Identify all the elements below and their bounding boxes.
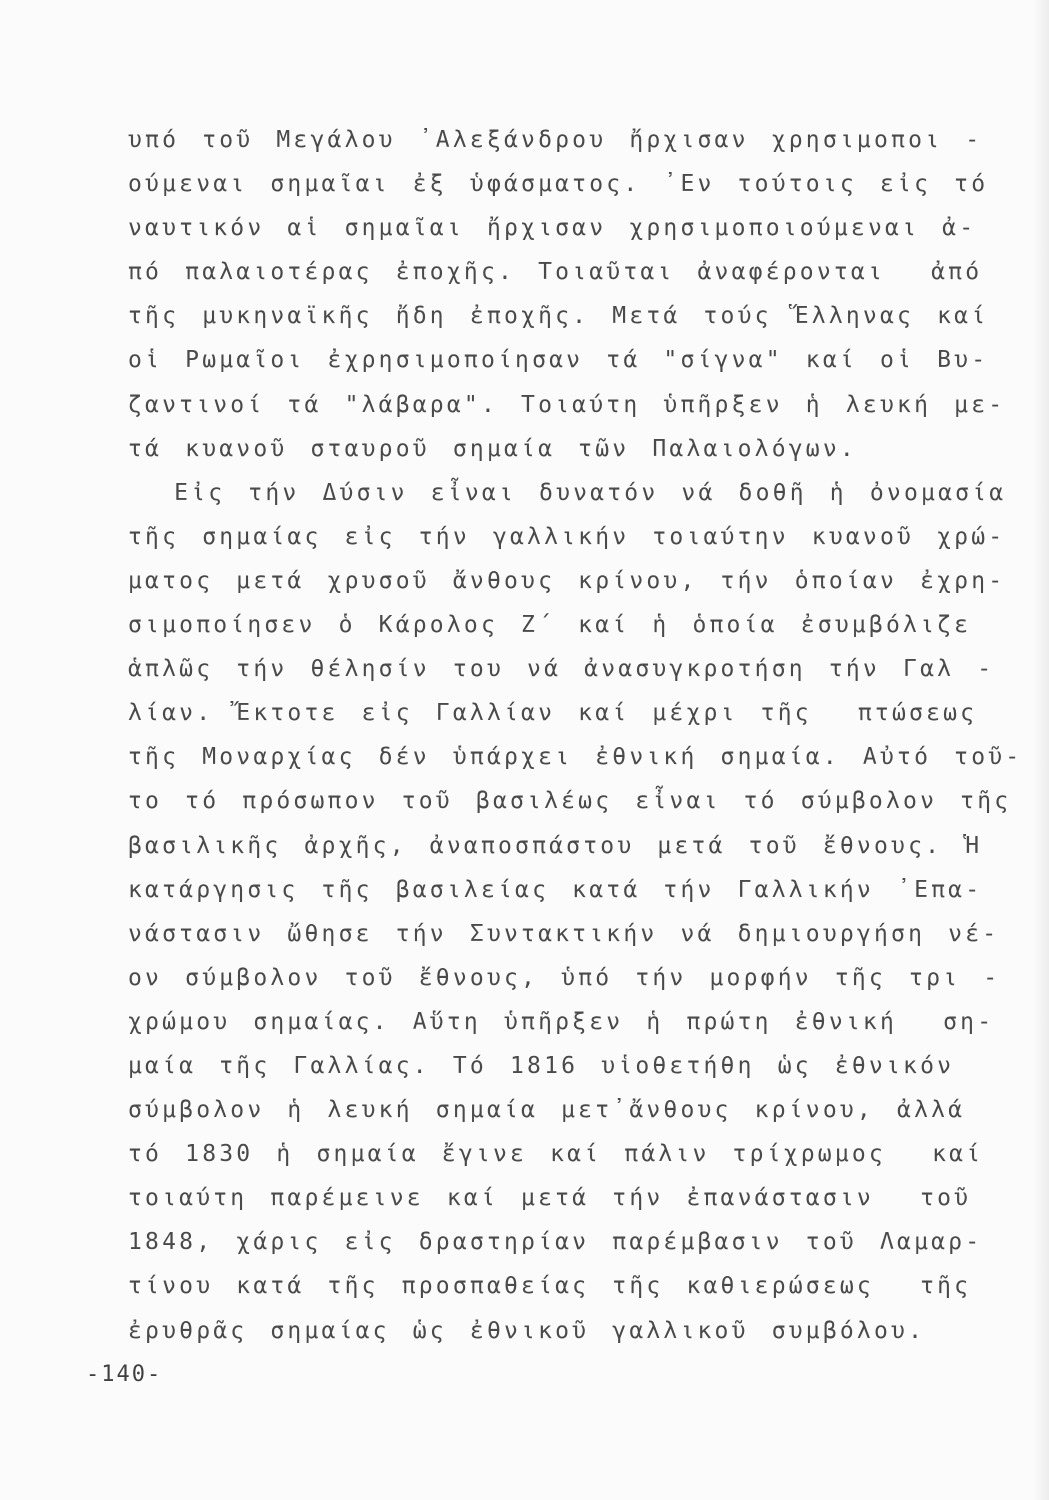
text-line: σύμβολον ἡ λευκή σημαία μετ᾿ἄνθους κρίνου, ἀλλά xyxy=(128,1097,966,1124)
text-line: τοιαύτη παρέμεινε καί μετά τήν ἐπανάστασιν τοῦ xyxy=(128,1185,972,1212)
page-edge-shadow xyxy=(1033,0,1049,1500)
text-line: σιμοποίησεν ὁ Κάρολος Ζ΄ καί ἡ ὁποία ἐσυμβόλιζε xyxy=(128,612,972,639)
text-line: νάστασιν ὤθησε τήν Συντακτικήν νά δημιουργήση νέ- xyxy=(128,920,1000,947)
text-line: κατάργησις τῆς βασιλείας κατά τήν Γαλλικήν ᾿Επα- xyxy=(128,876,983,903)
text-line: τῆς Μοναρχίας δέν ὑπάρχει ἐθνική σημαία. Αὐτό τοῦ- xyxy=(128,744,1023,771)
page-number: -140- xyxy=(86,1362,163,1387)
text-line: Εἰς τήν Δύσιν εἶναι δυνατόν νά δοθῆ ἡ ὀνομασία xyxy=(128,479,1007,506)
text-line: λίαν. Ἔκτοτε εἰς Γαλλίαν καί μέχρι τῆς πτώσεως xyxy=(128,700,978,727)
text-line: ἁπλῶς τήν θέλησίν του νά ἀνασυγκροτήση τήν Γαλ - xyxy=(128,656,995,683)
text-line: χρώμου σημαίας. Αὕτη ὑπῆρξεν ἡ πρώτη ἐθνική ση- xyxy=(128,1008,995,1035)
body-text xyxy=(128,118,1023,1353)
text-line: πό παλαιοτέρας ἐποχῆς. Τοιαῦται ἀναφέρονται ἀπό xyxy=(128,259,983,286)
text-line: ον σύμβολον τοῦ ἔθνους, ὑπό τήν μορφήν τῆς τρι - xyxy=(128,964,1001,991)
text-line: ζαντινοί τά "λάβαρα". Τοιαύτη ὑπῆρξεν ἡ λευκή με- xyxy=(128,391,1006,418)
text-line: 1848, χάρις εἰς δραστηρίαν παρέμβασιν τοῦ Λαμαρ- xyxy=(128,1229,983,1256)
text-line: ούμεναι σημαῖαι ἐξ ὑφάσματος. ᾿Εν τούτοις εἰς τό xyxy=(128,171,989,198)
text-line: υπό τοῦ Μεγάλου ᾿Αλεξάνδρου ἤρχισαν χρησιμοποι - xyxy=(128,127,983,153)
text-line: το τό πρόσωπον τοῦ βασιλέως εἶναι τό σύμβολον τῆς xyxy=(128,788,1012,815)
text-line: οἱ Ρωμαῖοι ἐχρησιμοποίησαν τά "σίγνα" καί οἱ Βυ- xyxy=(128,347,989,374)
text-line: τῆς σημαίας εἰς τήν γαλλικήν τοιαύτην κυανοῦ χρώ- xyxy=(128,523,1006,550)
text-line: ναυτικόν αἱ σημαῖαι ἤρχισαν χρησιμοποιούμεναι ἀ- xyxy=(128,215,977,242)
text-line: μαία τῆς Γαλλίας. Τό 1816 υἱοθετήθη ὡς ἐθνικόν xyxy=(128,1052,955,1079)
text-line: ματος μετά χρυσοῦ ἄνθους κρίνου, τήν ὁποίαν ἐχρη- xyxy=(128,567,1006,594)
text-line: τό 1830 ἡ σημαία ἔγινε καί πάλιν τρίχρωμος καί xyxy=(128,1141,984,1168)
text-line: τά κυανοῦ σταυροῦ σημαία τῶν Παλαιολόγων. xyxy=(128,435,857,462)
text-line: τῆς μυκηναϊκῆς ἤδη ἐποχῆς. Μετά τούς Ἕλληνας καί xyxy=(128,303,989,330)
text-line: βασιλικῆς ἀρχῆς, ἀναποσπάστου μετά τοῦ ἔθνους. Ἡ xyxy=(128,832,983,859)
text-line: ἐρυθρᾶς σημαίας ὡς ἐθνικοῦ γαλλικοῦ συμβόλου. xyxy=(128,1317,926,1344)
text-line: τίνου κατά τῆς προσπαθείας τῆς καθιερώσεως τῆς xyxy=(128,1273,972,1300)
